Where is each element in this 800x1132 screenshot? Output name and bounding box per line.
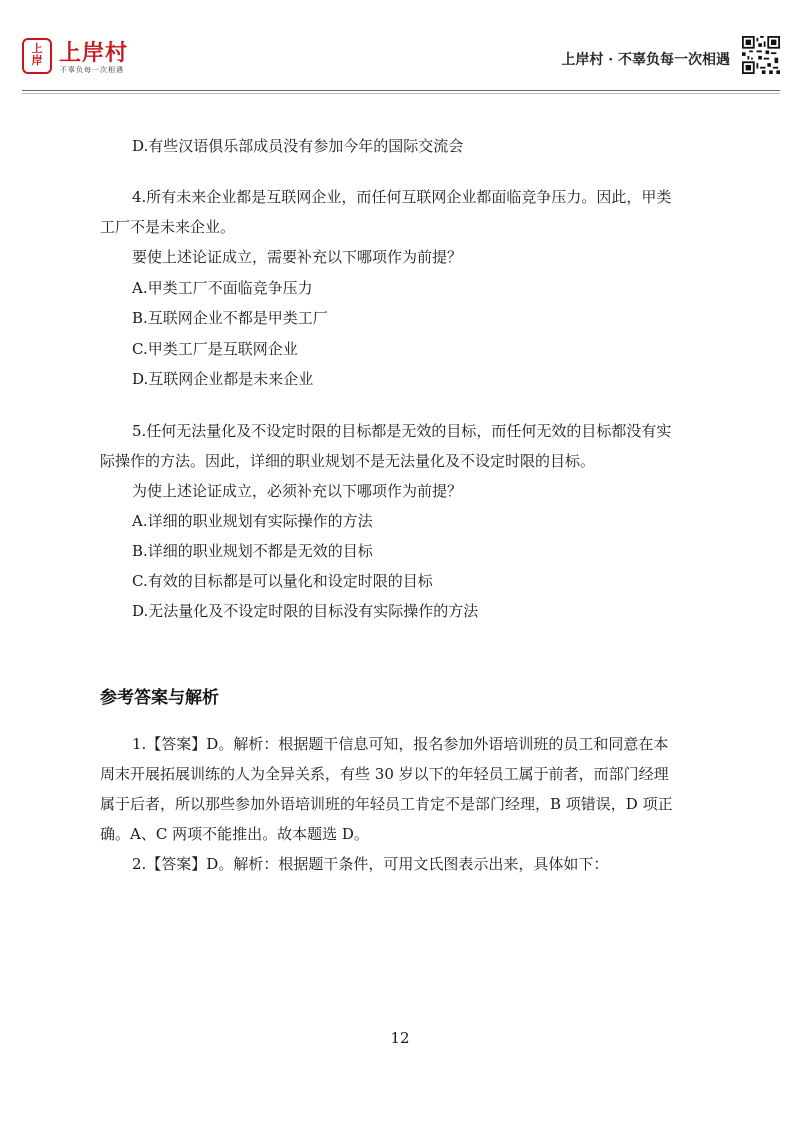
answer1-line3: 属于后者，所以那些参加外语培训班的年轻员工肯定不是部门经理，B 项错误，D 项正 [100,795,673,813]
q5-stem-line2: 际操作的方法。因此，详细的职业规划不是无法量化及不设定时限的目标。 [100,452,596,470]
q4-stem-line2: 工厂不是未来企业。 [100,218,236,236]
brand-slogan: 不辜负每一次相遇 [60,66,124,74]
q4-prompt: 要使上述论证成立，需要补充以下哪项作为前提？ [132,248,463,266]
header-divider [22,90,780,91]
answer1-line1: 1.【答案】D。解析：根据题干信息可知，报名参加外语培训班的员工和同意在本 [132,735,669,753]
q5-option-d: D.无法量化及不设定时限的目标没有实际操作的方法 [132,602,479,620]
brand-name: 上岸村 [59,41,129,66]
q5-prompt: 为使上述论证成立，必须补充以下哪项作为前提？ [132,482,463,500]
q5-stem-line1: 5.任何无法量化及不设定时限的目标都是无效的目标，而任何无效的目标都没有实 [132,422,672,440]
logo-seal-icon: 上 岸 [22,38,52,74]
page-header [0,0,800,98]
answer2-line1: 2.【答案】D。解析：根据题干条件，可用文氏图表示出来，具体如下： [132,855,609,873]
header-divider-thin [22,93,780,94]
q5-option-c: C.有效的目标都是可以量化和设定时限的目标 [132,572,433,590]
q4-stem-line1: 4.所有未来企业都是互联网企业，而任何互联网企业都面临竞争压力。因此，甲类 [132,188,672,206]
header-tagline: 上岸村 · 不辜负每一次相遇 [561,52,730,68]
page-number: 12 [390,1029,410,1047]
q5-option-b: B.详细的职业规划不都是无效的目标 [132,542,373,560]
q5-option-a: A.详细的职业规划有实际操作的方法 [132,512,373,530]
q4-option-d: D.互联网企业都是未来企业 [132,370,314,388]
q4-option-c: C.甲类工厂是互联网企业 [132,340,298,358]
qr-code-icon [742,36,780,74]
answer1-line4: 确。A、C 两项不能推出。故本题选 D。 [100,825,369,843]
answer1-line2: 周末开展拓展训练的人为全异关系，有些 30 岁以下的年轻员工属于前者，而部门经理 [100,765,669,783]
q4-option-b: B.互联网企业不都是甲类工厂 [132,309,328,327]
q3-option-d: D.有些汉语俱乐部成员没有参加今年的国际交流会 [132,137,464,155]
answers-heading: 参考答案与解析 [100,688,219,708]
q4-option-a: A.甲类工厂不面临竞争压力 [132,279,313,297]
